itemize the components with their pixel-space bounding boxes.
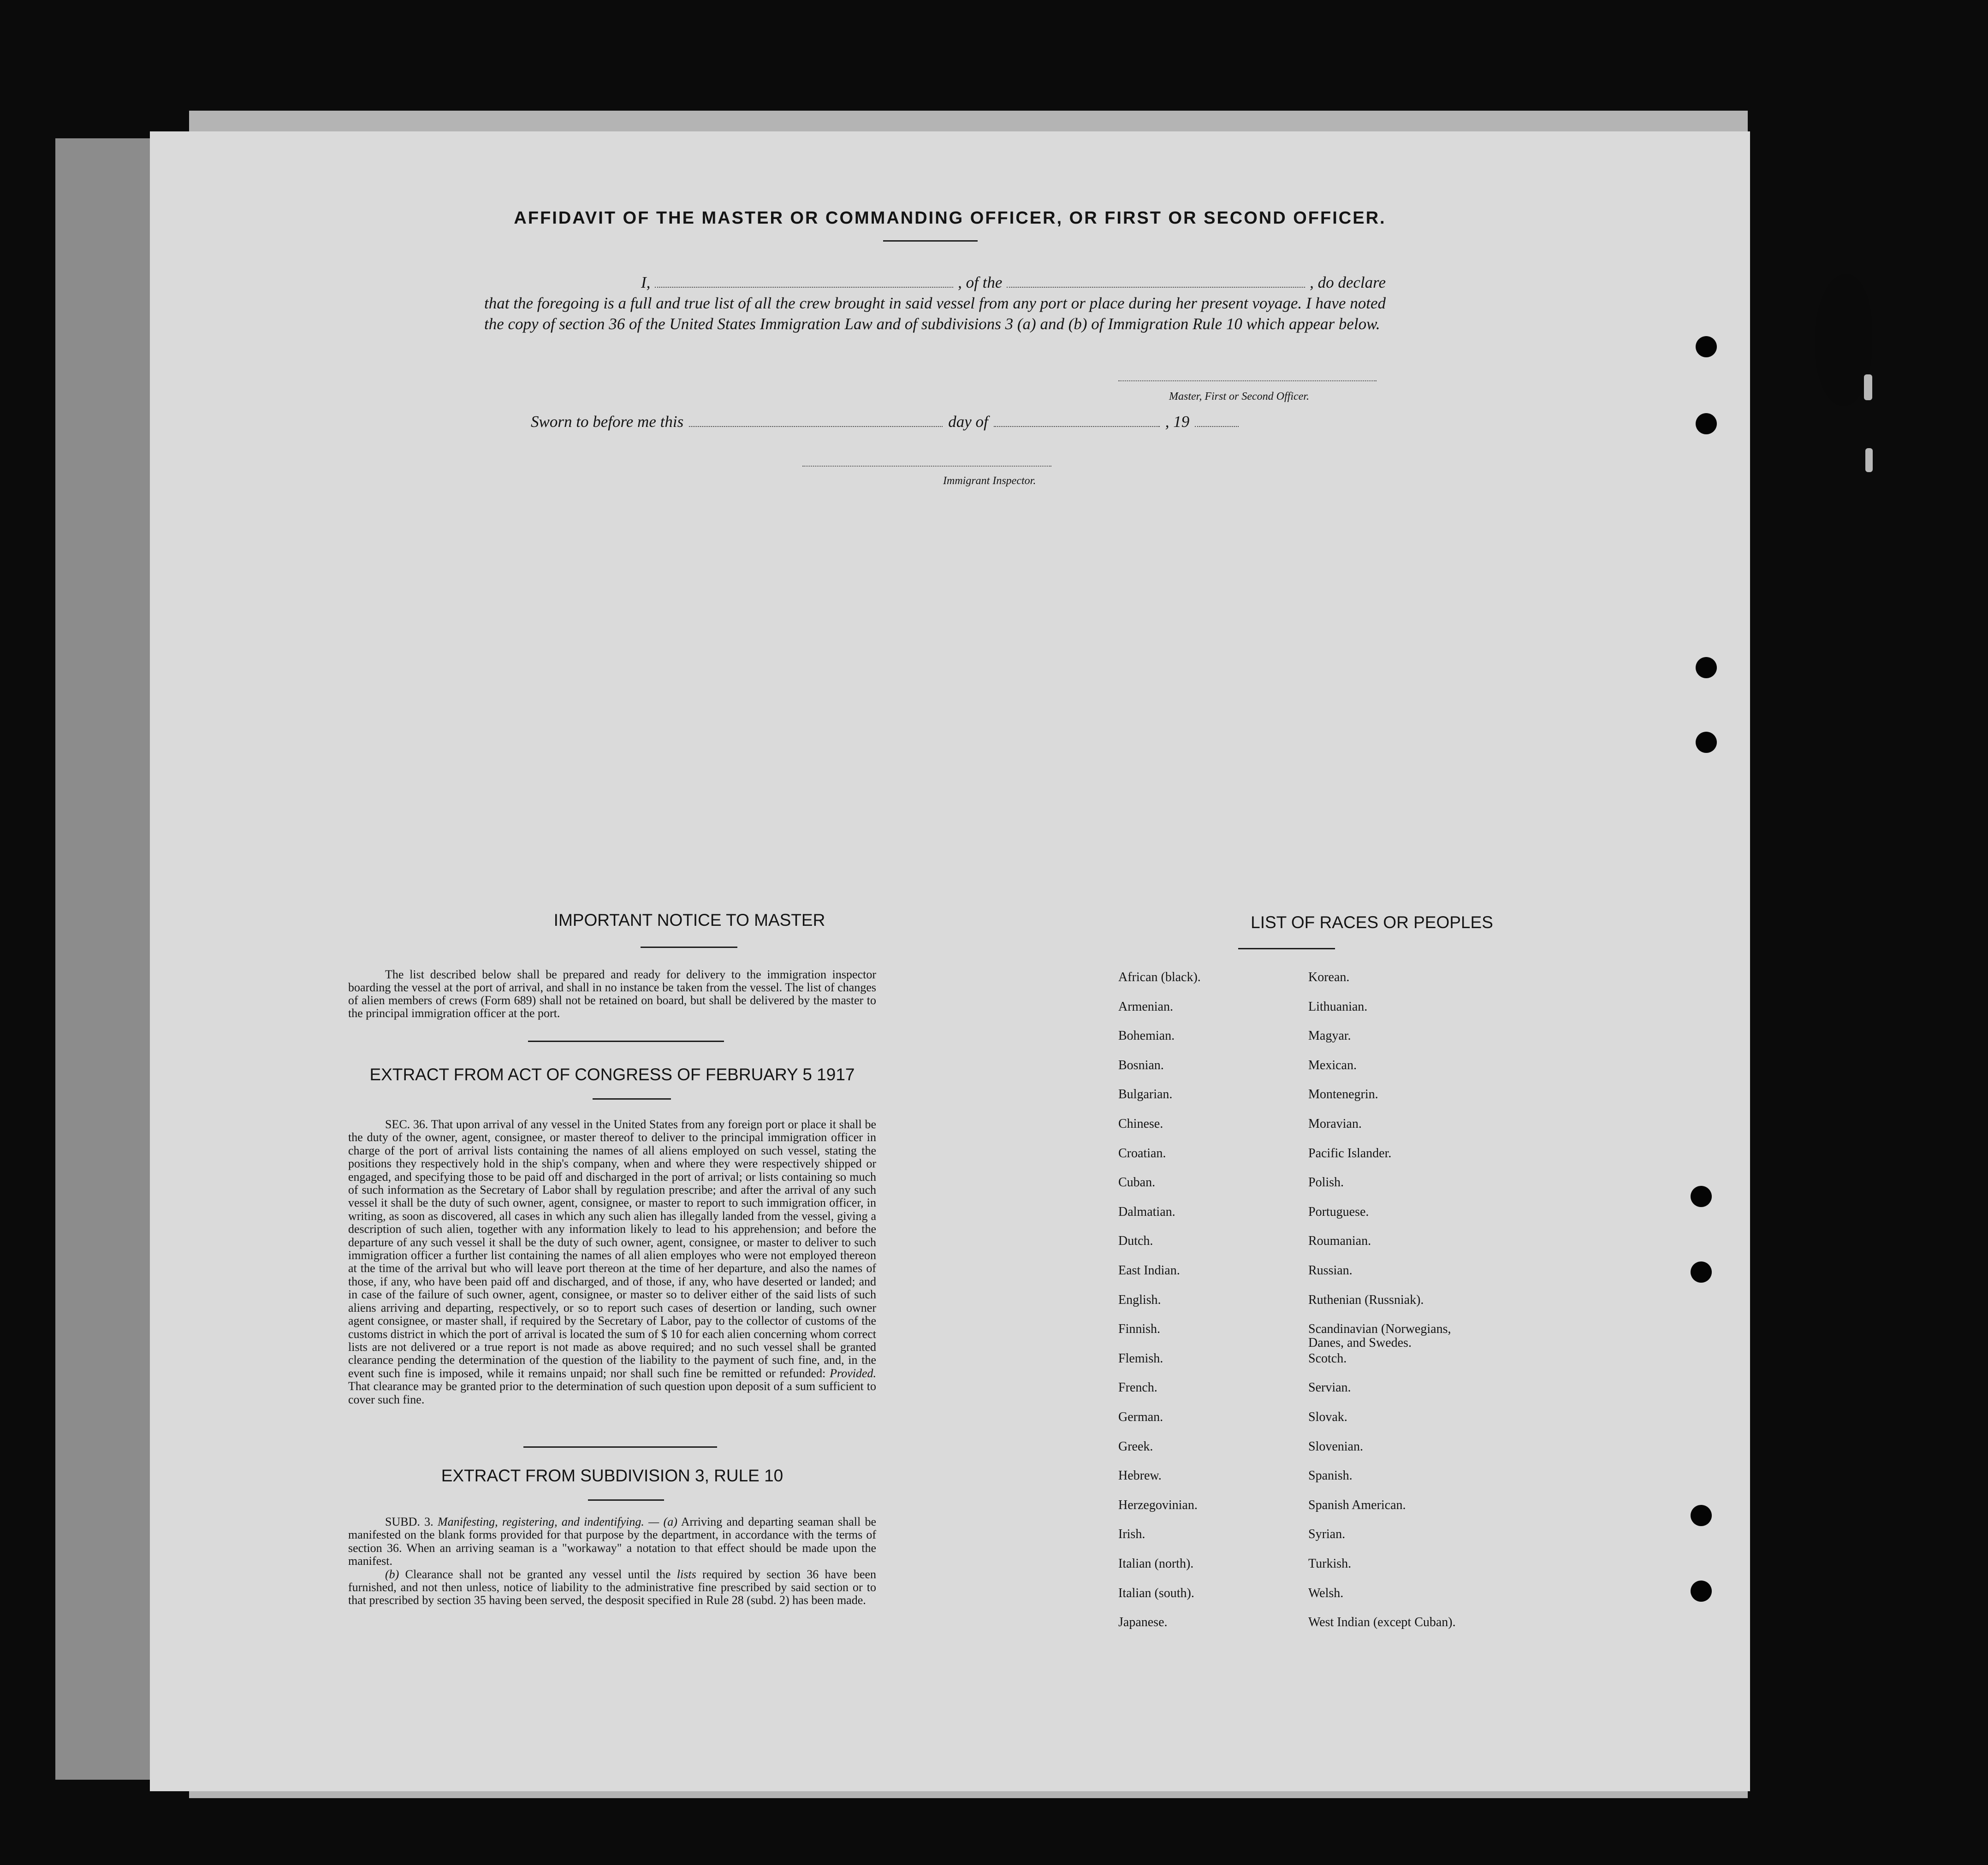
affidavit-declaration (484, 272, 1386, 334)
divider (528, 1041, 724, 1042)
race-item: Herzegovinian. (1118, 1498, 1198, 1512)
act-text-end: That clearance may be granted prior to the determination of such question upon deposit of a sum sufficient to cover such fine. (348, 1380, 876, 1406)
race-item: Croatian. (1118, 1146, 1166, 1160)
day-of-label: day of (948, 413, 988, 431)
race-item: Cuban. (1118, 1175, 1156, 1190)
race-item: English. (1118, 1292, 1161, 1307)
race-item: Bosnian. (1118, 1058, 1164, 1072)
subdivision-paragraph-a (348, 1516, 876, 1568)
race-item: East Indian. (1118, 1263, 1180, 1278)
vessel-blank (1007, 287, 1305, 288)
signature-caption: Master, First or Second Officer. (1169, 391, 1309, 403)
divider (593, 1098, 671, 1100)
race-item: Scandinavian (Norwegians, Danes, and Swedes. (1308, 1322, 1451, 1350)
subd-b-lists: lists (677, 1567, 696, 1581)
punch-hole (1696, 657, 1717, 678)
race-item: Finnish. (1118, 1322, 1161, 1337)
divider (588, 1499, 664, 1501)
divider (641, 947, 737, 948)
document-page (150, 131, 1750, 1791)
subd-b-label: (b) (385, 1567, 399, 1581)
race-item: Magyar. (1308, 1029, 1351, 1043)
declaration-first-line (484, 272, 1386, 293)
race-item: German. (1118, 1410, 1163, 1424)
race-item: Greek. (1118, 1439, 1153, 1454)
race-item: Hebrew. (1118, 1468, 1162, 1483)
punch-hole (1691, 1186, 1712, 1207)
scan-mark (1865, 448, 1873, 472)
punch-hole (1691, 1581, 1712, 1602)
i-label: I, (641, 273, 651, 291)
signature-line (1118, 380, 1377, 381)
race-item: Slovenian. (1308, 1439, 1363, 1454)
divider (523, 1446, 717, 1448)
subd-b-text-b: required by section 36 have been furnished, and not then unless, notice of liability to the administrative fine prescribed by said section or to that prescribed by section 35 having been served, the desposit specified in Rule 28 (subd. 2) has been made. (348, 1567, 877, 1607)
scan-mark (1864, 374, 1872, 400)
punch-hole (1691, 1505, 1712, 1526)
notice-text: The list described below shall be prepared and ready for delivery to the immigration inspector boarding the vessel at the port of arrival, and shall in no instance be taken from the vessel. The list of changes of alien members of crews (Form 689) shall not be retained on board, but shall be delivered by the master to the principal immigration officer at the port. (348, 968, 876, 1020)
race-item: Italian (north). (1118, 1557, 1194, 1571)
subd-a-text: Arriving and departing seaman shall be manifested on the blank forms provided for that purpose by the department, in accordance with the terms of section 36. When an arriving seaman is a "workaway" a notation to that effect should be made upon the manifest. (348, 1515, 877, 1568)
race-item: Scotch. (1308, 1351, 1347, 1366)
race-item: Dutch. (1118, 1234, 1153, 1249)
punch-hole (1696, 413, 1717, 434)
races-title: LIST OF RACES OR PEOPLES (1251, 913, 1493, 932)
race-item: Italian (south). (1118, 1586, 1194, 1600)
punch-hole (1696, 732, 1717, 753)
race-item: Moravian. (1308, 1117, 1362, 1131)
race-item: Korean. (1308, 970, 1350, 984)
race-item: Syrian. (1308, 1527, 1346, 1542)
do-declare-label: , do declare (1310, 273, 1386, 291)
subd-number: SUBD. 3. (385, 1515, 433, 1528)
race-item: Bulgarian. (1118, 1087, 1173, 1102)
race-item: French. (1118, 1380, 1157, 1395)
race-item: Mexican. (1308, 1058, 1357, 1072)
sworn-prefix: Sworn to before me this (531, 413, 684, 431)
race-item: Welsh. (1308, 1586, 1344, 1600)
sworn-line (531, 413, 1244, 431)
race-item: Bohemian. (1118, 1029, 1175, 1043)
race-item: Armenian. (1118, 999, 1173, 1014)
race-item: African (black). (1118, 970, 1201, 984)
race-item: Spanish American. (1308, 1498, 1406, 1512)
month-blank (994, 426, 1160, 427)
race-item: Irish. (1118, 1527, 1145, 1542)
year-prefix: , 19 (1165, 413, 1190, 431)
act-text-main: SEC. 36. That upon arrival of any vessel in the United States from any foreign port or place it shall be the duty of the owner, agent, consignee, or master thereof to deliver to the principal immigration officer in charge of the port of arrival lists containing the names of all aliens employed on such vessel, stating the positions they respectively hold in the ship's company, when and where they were respectively shipped or engaged, and specifying those to be paid off and discharged in the port of arrival; or lists containing so much of such information as the Secretary of Labor shall by regulation prescribe; and after the arrival of any such vessel it shall be the duty of such owner, agent, consignee, or master to report to such immigration officer, in writing, as soon as discovered, all cases in which any such alien has illegally landed from the vessel, giving a description of such alien, together with any information likely to lead to his apprehension; and before the departure of any such vessel it shall be the duty of such owner, agent, consignee, or master to deliver to such immigration officer a further list containing the names of all alien employes who were not employed thereon at the time of the arrival but who will leave port thereon at the time of her departure, and also the names of those, if any, who have been paid off and discharged, and of those, if any, who have deserted or landed; and in case of the failure of such owner, agent, consignee, or master so to deliver either of the said lists of such aliens arriving and departing, respectively, or so to report such cases of desertion or landing, such owner agent consignee, or master shall, if required by the Secretary of Labor, pay to the collector of customs of the customs district in which the port of arrival is located the sum of $ 10 for each alien concerning whom correct lists are not delivered or a true report is not made as above required; and no such vessel shall be granted clearance pending the determination of the question of the liability to the payment of such fine, and, in the event such fine is imposed, while it remains unpaid; nor shall such fine be remitted or refunded: (348, 1118, 876, 1380)
affidavit-title: AFFIDAVIT OF THE MASTER OR COMMANDING OFFICER, OR FIRST OR SECOND OFFICER. (514, 208, 1386, 228)
race-item: Servian. (1308, 1380, 1351, 1395)
year-blank (1195, 426, 1239, 427)
race-item: Dalmatian. (1118, 1204, 1175, 1219)
race-item: Pacific Islander. (1308, 1146, 1392, 1160)
subdivision-text (348, 1516, 876, 1607)
race-item: Roumanian. (1308, 1234, 1371, 1249)
subdivision-paragraph-b (348, 1568, 876, 1607)
divider (1238, 948, 1335, 949)
race-item: Portuguese. (1308, 1204, 1369, 1219)
race-item: Ruthenian (Russniak). (1308, 1292, 1424, 1307)
act-provided: Provided. (830, 1366, 876, 1380)
race-item: Turkish. (1308, 1557, 1352, 1571)
inspector-signature-line (802, 466, 1051, 467)
race-item: West Indian (except Cuban). (1308, 1615, 1456, 1630)
notice-title: IMPORTANT NOTICE TO MASTER (553, 911, 825, 930)
subdivision-title: EXTRACT FROM SUBDIVISION 3, RULE 10 (441, 1466, 783, 1485)
subd-heading: Manifesting, registering, and indentifying. — (a) (437, 1515, 677, 1528)
day-blank (689, 426, 943, 427)
name-blank (655, 287, 953, 288)
race-item: Japanese. (1118, 1615, 1168, 1630)
race-item: Lithuanian. (1308, 999, 1368, 1014)
act-section-36-text (348, 1118, 876, 1406)
race-item: Chinese. (1118, 1117, 1163, 1131)
race-item: Spanish. (1308, 1468, 1353, 1483)
of-the-label: , of the (958, 273, 1003, 291)
inspector-caption: Immigrant Inspector. (943, 475, 1036, 487)
affidavit-body-text: that the foregoing is a full and true list of all the crew brought in said vessel from any port or place during her present voyage. I have noted the copy of section 36 of the United States Immigration Law and of subdivisions 3 (a) and (b) of Immigration Rule 10 which appear below. (484, 294, 1386, 333)
race-item: Slovak. (1308, 1410, 1347, 1424)
race-item: Montenegrin. (1308, 1087, 1378, 1102)
subd-b-text-a: Clearance shall not be granted any vessel until the (405, 1567, 671, 1581)
race-item: Polish. (1308, 1175, 1344, 1190)
punch-hole (1691, 1261, 1712, 1283)
divider (883, 240, 978, 242)
act-title: EXTRACT FROM ACT OF CONGRESS OF FEBRUARY 5 1917 (369, 1065, 855, 1084)
punch-hole (1696, 336, 1717, 357)
race-item: Flemish. (1118, 1351, 1163, 1366)
race-item: Russian. (1308, 1263, 1353, 1278)
